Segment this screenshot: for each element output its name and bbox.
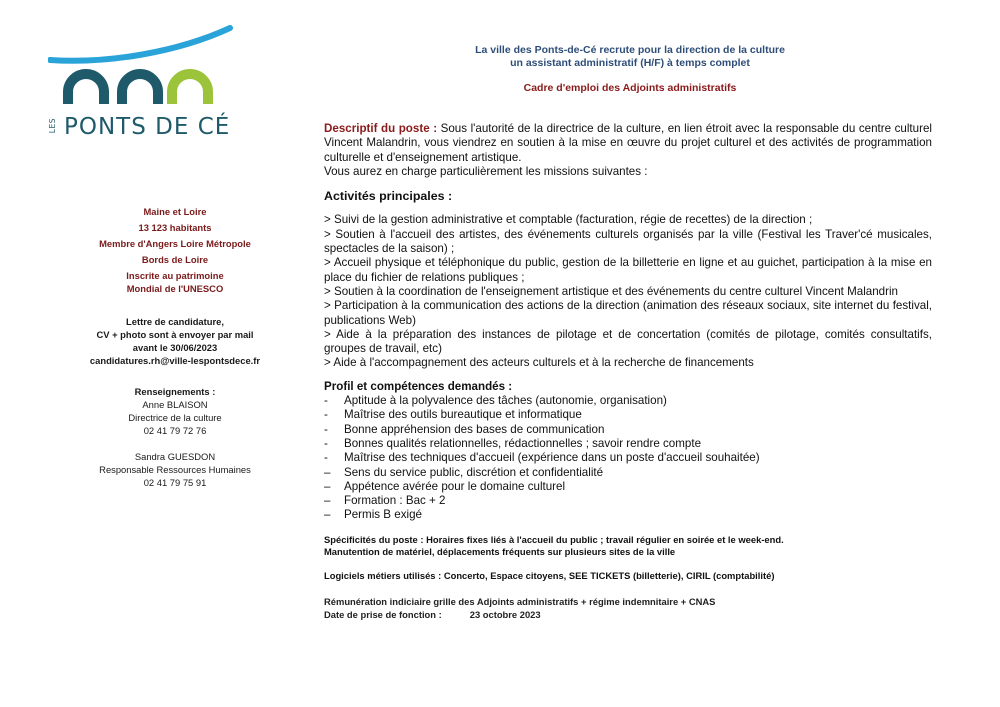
header-line-1: La ville des Ponts-de-Cé recrute pour la direction de la culture [475, 44, 785, 56]
apply-deadline: avant le 30/06/2023 [132, 342, 218, 353]
contact-2-name: Sandra GUESDON [134, 451, 216, 462]
specificites-line-1: Spécificités du poste : Horaires fixes liés à l'accueil du public ; travail régulier en soirée et le week-end. [324, 533, 784, 545]
logo-text: PONTS DE CÉ [64, 114, 231, 140]
patrimoine-line-2: Mondial de l'UNESCO [126, 283, 224, 294]
start-date-label: Date de prise de fonction : [324, 608, 442, 620]
application-info [70, 315, 280, 367]
description-line-2: Vous aurez en charge particulièrement les missions suivantes : [324, 164, 648, 178]
contact-info [70, 385, 280, 489]
city-facts [70, 205, 280, 295]
profile-item: – Formation : Bac + 2 [324, 494, 446, 508]
membre: Membre d'Angers Loire Métropole [99, 238, 251, 249]
job-header [380, 44, 880, 70]
header-line-2: un assistant administratif (H/F) à temps complet [510, 57, 750, 69]
activity-item: > Accueil physique et téléphonique du public, gestion de la billetterie en ligne et au guichet, participation à la mise en place du fichier de relations publiques ; [324, 256, 932, 284]
activities-list [324, 213, 932, 370]
activity-item: > Aide à la préparation des instances de pilotage et de concertation (comités de pilotage, comités consultatifs, groupes de travail, etc) [324, 327, 932, 356]
city-logo [48, 22, 238, 142]
description-text: Sous l'autorité de la directrice de la culture, en lien étroit avec la responsable du centre culturel Vincent Malandrin, vous viendrez en soutien à la mise en œuvre du projet culturel et des activités de programmation culturelle et d'enseignement artistique. [324, 122, 932, 164]
population: 13 123 habitants [138, 222, 212, 233]
profile-item: – Sens du service public, discrétion et confidentialité [324, 465, 604, 479]
remuneration [324, 596, 932, 621]
contact-2-phone: 02 41 79 75 91 [143, 477, 207, 488]
region: Maine et Loire [143, 206, 207, 217]
apply-line-1: Lettre de candidature, [126, 316, 224, 327]
contact-1-name: Anne BLAISON [142, 399, 208, 410]
activities-title: Activités principales : [324, 189, 453, 204]
activity-item: > Aide à l'accompagnement des acteurs culturels et à la recherche de financements [324, 356, 754, 370]
patrimoine-line-1: Inscrite au patrimoine [126, 270, 224, 281]
activity-item: > Suivi de la gestion administrative et comptable (facturation, régie de recettes) de la direction ; [324, 213, 813, 227]
activity-item: > Soutien à la coordination de l'enseignement artistique et des événements du centre culturel Vincent Malandrin [324, 284, 898, 298]
profile-item: - Bonnes qualités relationnelles, rédactionnelles ; savoir rendre compte [324, 436, 702, 450]
start-date-value: 23 octobre 2023 [469, 608, 541, 620]
specificites [324, 534, 932, 559]
bords-de-loire: Bords de Loire [141, 254, 209, 265]
contact-2-role: Responsable Ressources Humaines [99, 464, 251, 475]
logo-les-text: LES [48, 118, 57, 134]
apply-email-link[interactable]: candidatures.rh@ville-lespontsdece.fr [89, 355, 261, 366]
profile-list [324, 394, 932, 523]
description-label: Descriptif du poste : [324, 122, 438, 135]
description-paragraph [324, 122, 932, 165]
apply-line-2: CV + photo sont à envoyer par mail [96, 329, 254, 340]
activity-item: > Participation à la communication des actions de la direction (animation des réseaux sociaux, site internet du festival, publications Web) [324, 299, 932, 327]
cadre-emploi: Cadre d'emploi des Adjoints administratifs [523, 82, 737, 94]
profile-item: - Maîtrise des techniques d'accueil (expérience dans un poste d'accueil souhaitée) [324, 451, 760, 465]
profile-title: Profil et compétences demandés : [324, 379, 513, 393]
remuneration-line: Rémunération indiciaire grille des Adjoints administratifs + régime indemnitaire + CNAS [324, 596, 716, 608]
profile-item: - Maîtrise des outils bureautique et informatique [324, 408, 582, 422]
main-content [324, 122, 932, 621]
specificites-line-2: Manutention de matériel, déplacements fréquents sur plusieurs sites de la ville [324, 546, 676, 558]
activity-item: > Soutien à l'accueil des artistes, des événements culturels organisés par la ville (Festival les Traver'cé musicales, spectacles de la saison) ; [324, 227, 932, 256]
profile-item: - Aptitude à la polyvalence des tâches (autonomie, organisation) [324, 394, 667, 408]
profile-item: – Permis B exigé [324, 508, 422, 522]
start-date [324, 609, 932, 622]
info-title: Renseignements : [134, 386, 216, 397]
sidebar [70, 205, 280, 489]
contact-1-role: Directrice de la culture [128, 412, 222, 423]
profile-item: – Appétence avérée pour le domaine culturel [324, 479, 566, 493]
profile-item: - Bonne appréhension des bases de communication [324, 422, 605, 436]
logo-graphic [48, 22, 238, 122]
contact-1-phone: 02 41 79 72 76 [143, 425, 207, 436]
logiciels: Logiciels métiers utilisés : Concerto, Espace citoyens, SEE TICKETS (billetterie), CIRIL (comptabilité) [324, 569, 775, 581]
